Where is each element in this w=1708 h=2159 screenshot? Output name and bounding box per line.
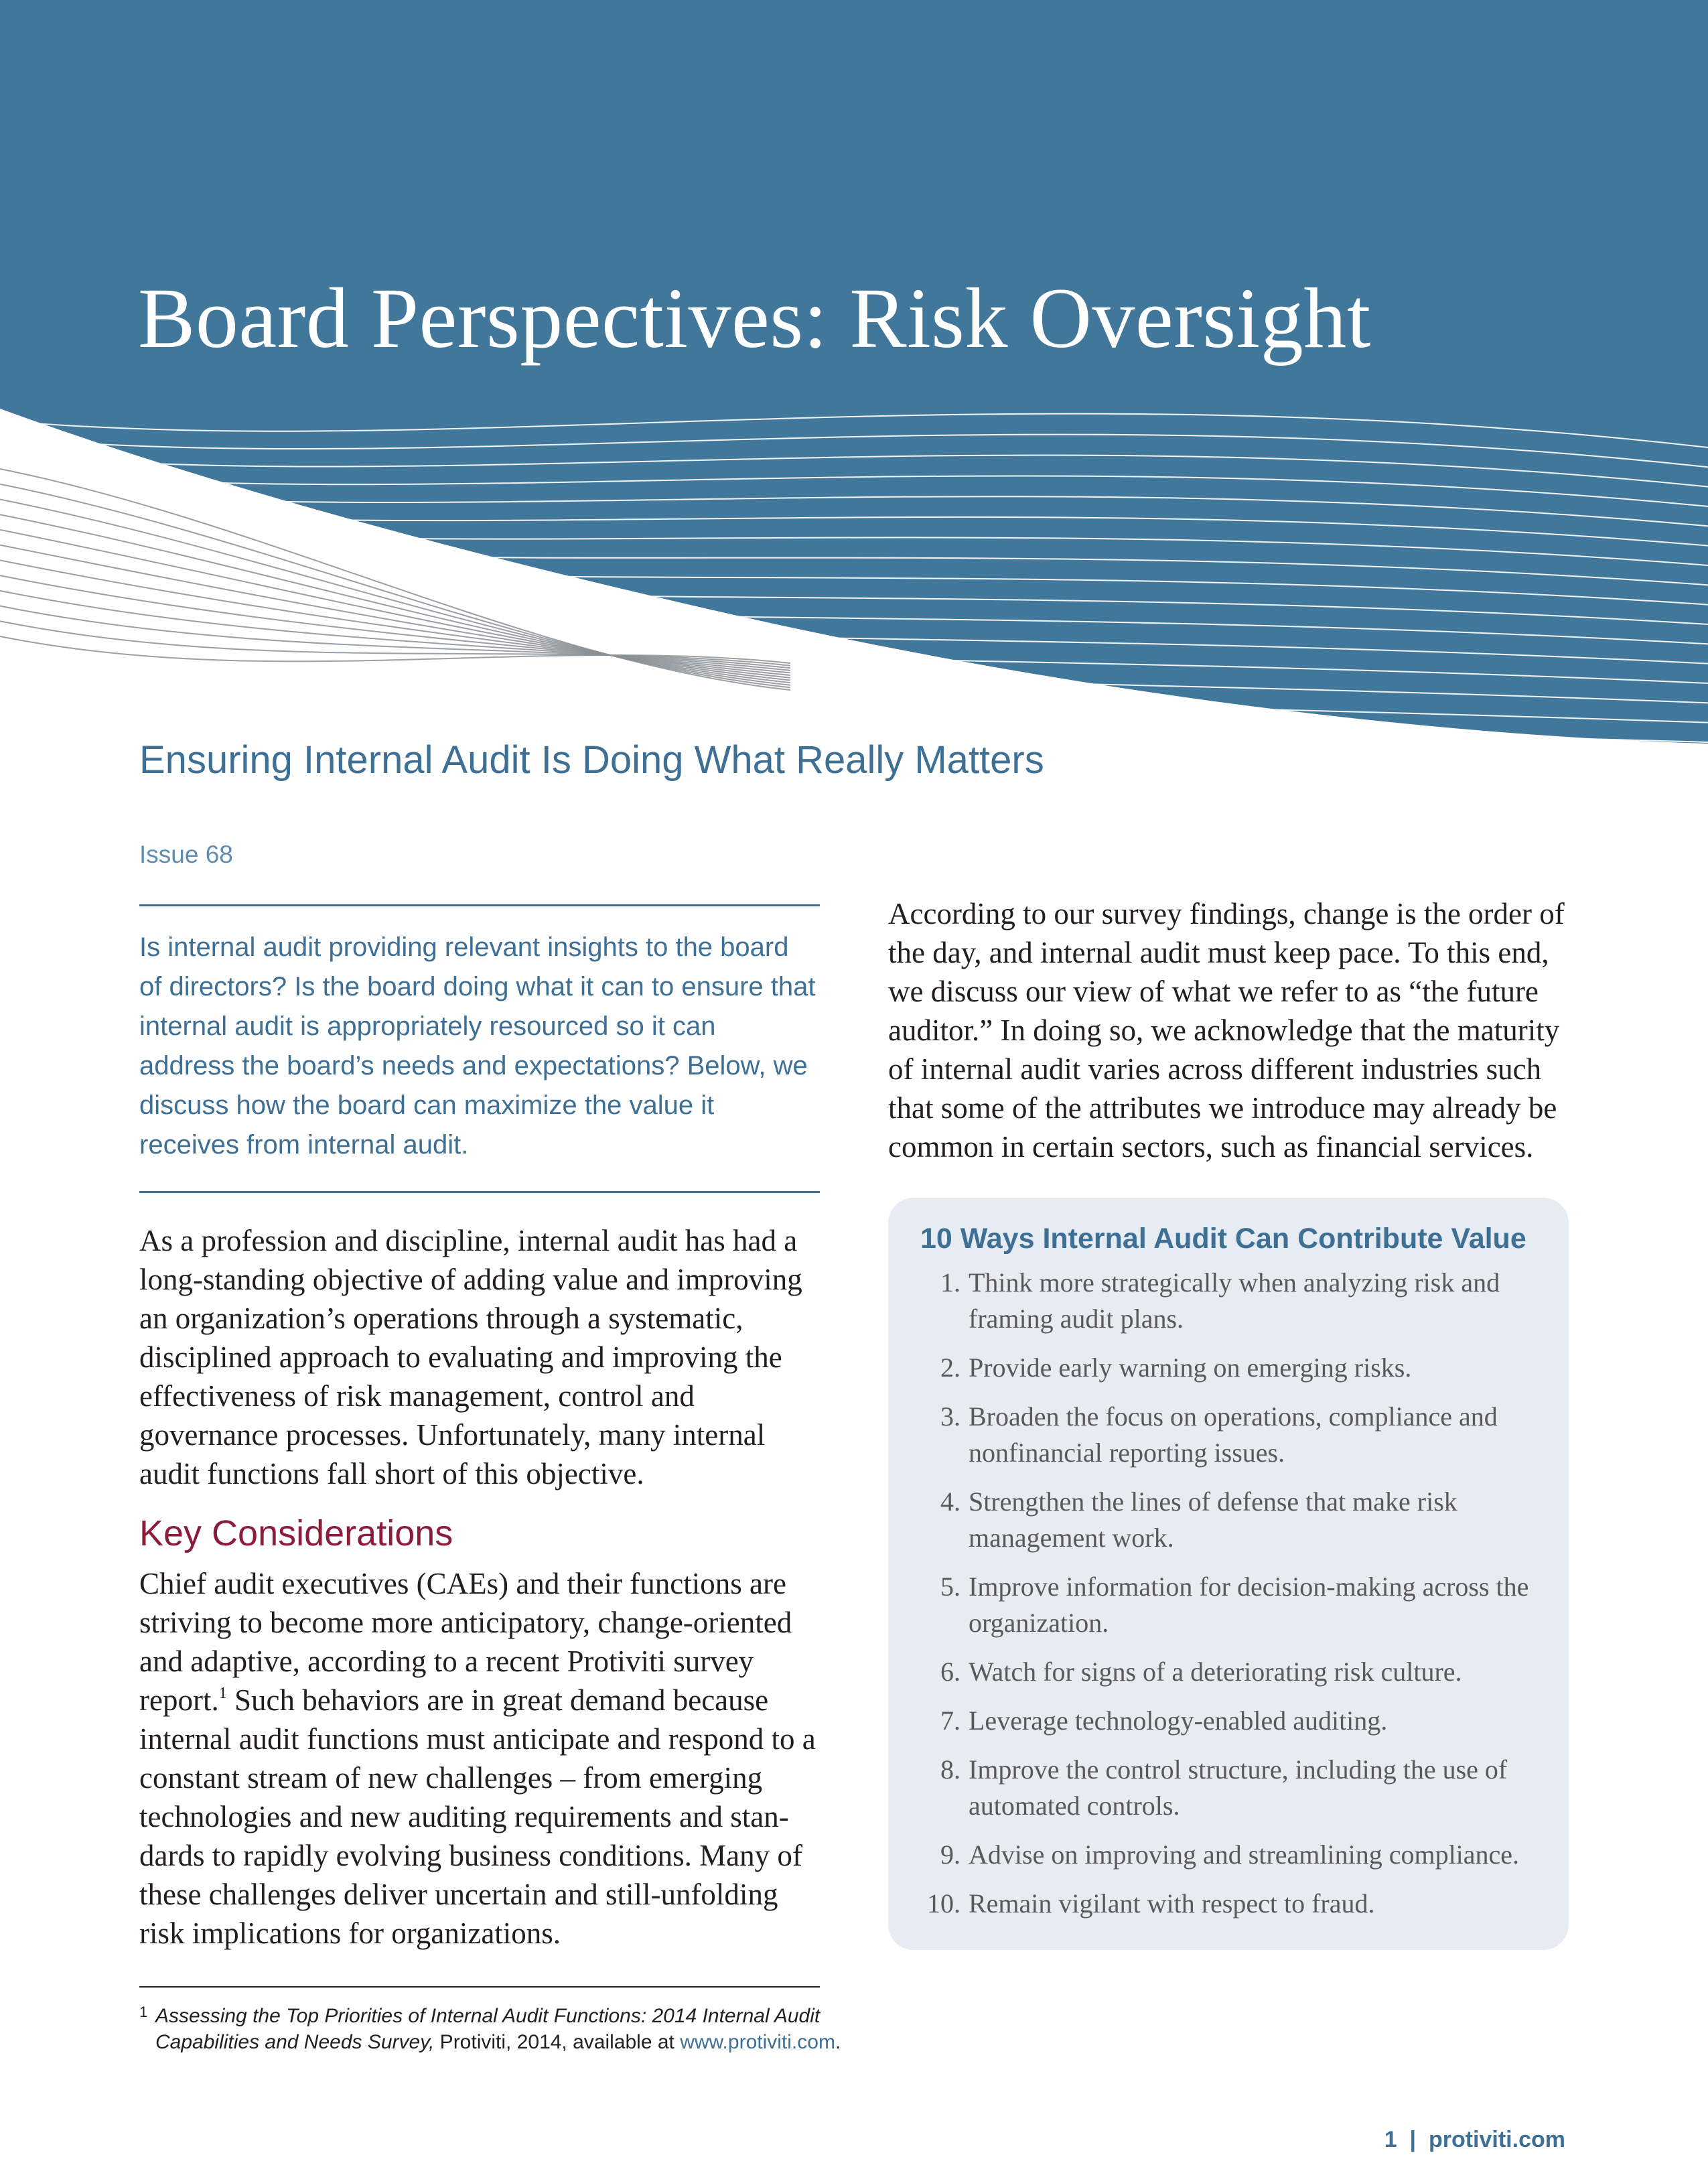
footnote-rule (139, 1986, 820, 1988)
footnote-reference: 1 (218, 1685, 227, 1702)
ways-list-item (920, 1350, 1542, 1386)
sidebar-title: 10 Ways Internal Audit Can Contribute Value (920, 1223, 1526, 1255)
ways-list-item (920, 1703, 1542, 1739)
ways-list-item (920, 1837, 1542, 1873)
list-item-text: Provide early warning on emerging risks. (969, 1352, 1412, 1383)
list-item-number: 9. (940, 1839, 960, 1870)
list-item-text: Remain vigilant with respect to fraud. (969, 1888, 1375, 1919)
footnote-link[interactable]: www.protiviti.com (680, 2031, 835, 2053)
contribute-value-sidebar (888, 1198, 1569, 1950)
footer-site-link[interactable]: protiviti.com (1428, 2127, 1565, 2152)
page-title: Board Perspectives: Risk Oversight (138, 271, 1371, 366)
list-item-text: Improve the control structure, including the use of automated controls. (969, 1754, 1508, 1821)
ways-list-item (920, 1752, 1542, 1824)
intro-bottom-rule (139, 1191, 820, 1193)
list-item-number: 2. (940, 1352, 960, 1383)
list-item-number: 8. (940, 1754, 960, 1785)
ways-list-item (920, 1265, 1542, 1337)
list-item-text: Improve information for decision-making across the organization. (969, 1571, 1529, 1638)
list-item-text: Leverage technology-enabled auditing. (969, 1705, 1388, 1736)
ways-list-item (920, 1654, 1542, 1690)
ways-list-item (920, 1569, 1542, 1641)
list-item-text: Strengthen the lines of defense that make risk management work. (969, 1486, 1457, 1553)
intro-summary: Is internal audit providing relevant insights to the board of directors? Is the board doing what it can to ensure that internal audit is appropriately resourced so it can address the board’s needs and expectations? Below, we discuss how the board can maximize the value it receives from internal audit. (139, 932, 816, 1160)
footnote-period: . (835, 2031, 841, 2053)
header-banner-graphic (0, 0, 1708, 744)
list-item-text: Broaden the focus on operations, compliance and nonfinancial reporting issues. (969, 1401, 1498, 1468)
list-item-number: 5. (940, 1571, 960, 1602)
ways-list-item (920, 1886, 1542, 1922)
footnote-source-title: Assessing the Top Priorities of Internal Audit Functions: 2014 Internal Audit Capabilities and Needs Survey, (155, 2005, 821, 2053)
list-item-number: 4. (940, 1486, 960, 1517)
wave-line-shadow (0, 606, 790, 669)
document-subtitle: Ensuring Internal Audit Is Doing What Really Matters (139, 738, 1044, 782)
ways-list (920, 1265, 1542, 1922)
footnote-text (155, 2003, 843, 2055)
list-item-number: 1. (940, 1267, 960, 1298)
section-heading-key-considerations: Key Considerations (139, 1513, 453, 1553)
ways-list-item (920, 1399, 1542, 1471)
body-paragraph-1: As a profession and discipline, internal audit has had a long-standing objective of adding value and improving an organization’s operations through a systematic, disciplined approach to evaluating and improving the effectiveness of risk management, control and governance processes. Unfortunately, many internal audit functions fall short of this objective. (139, 1224, 802, 1490)
list-item-number: 6. (940, 1656, 960, 1687)
page-number: 1 (1384, 2127, 1397, 2152)
ways-list-item (920, 1484, 1542, 1556)
list-item-text: Watch for signs of a deteriorating risk culture. (969, 1656, 1462, 1687)
footnote-source-details: Protiviti, 2014, available at (434, 2031, 681, 2053)
list-item-number: 7. (940, 1705, 960, 1736)
body-paragraph-2-part-2: Such behaviors are in great demand because internal audit functions must anticipate and respond to a constant stream of new challenges – from emerging technologies and new auditing requirements and stan-dards to rapidly evolving business conditions. Many of these challenges deliver uncertain and still-unfolding risk implications for organizations. (139, 1683, 816, 1950)
intro-top-rule (139, 904, 820, 906)
list-item-number: 10. (927, 1888, 960, 1919)
issue-number: Issue 68 (139, 841, 233, 868)
page-footer (1384, 2127, 1565, 2153)
list-item-number: 3. (940, 1401, 960, 1432)
body-paragraph-2 (139, 1564, 823, 1953)
footnote (139, 2003, 843, 2055)
footnote-number: 1 (139, 2004, 148, 2020)
body-paragraph-2-part-1: Chief audit executives (CAEs) and their functions are striving to become more anticipatory, change-oriented and adaptive, according to a recent Protiviti survey report. (139, 1567, 792, 1717)
footer-separator: | (1409, 2127, 1417, 2152)
right-column-paragraph: According to our survey findings, change is the order of the day, and internal audit must keep pace. To this end, we discuss our view of what we refer to as “the future auditor.” In doing so, we acknowledge that the maturity of internal audit varies across different industries such that some of the attributes we introduce may already be common in certain sectors, such as financial services. (888, 897, 1565, 1164)
list-item-text: Think more strategically when analyzing risk and framing audit plans. (969, 1267, 1500, 1334)
list-item-text: Advise on improving and streamlining compliance. (969, 1839, 1520, 1870)
